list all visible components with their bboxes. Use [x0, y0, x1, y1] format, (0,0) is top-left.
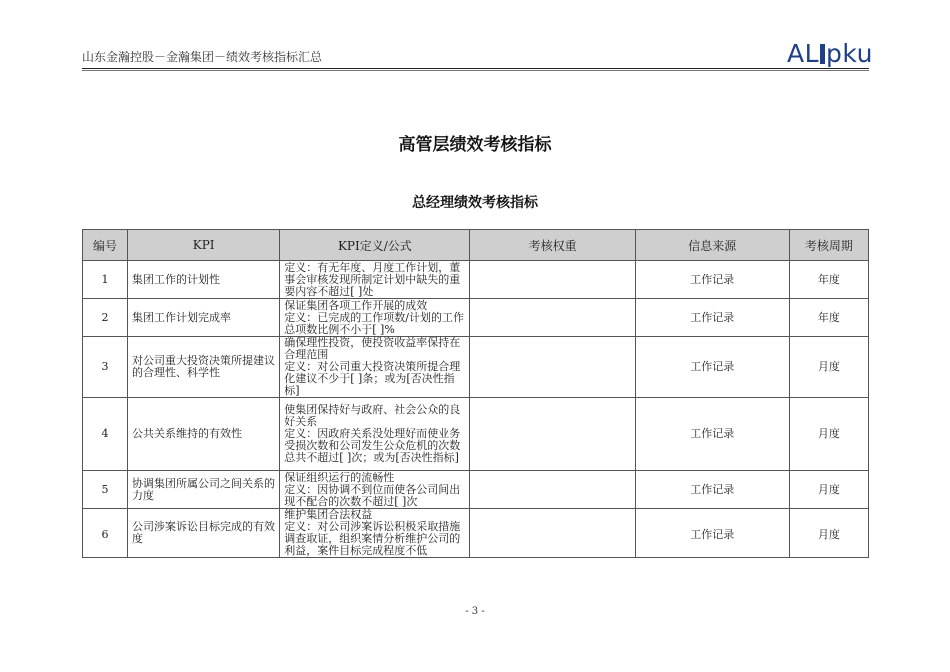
header-company-title: 山东金瀚控股－金瀚集团－绩效考核指标汇总: [82, 50, 323, 64]
row-definition: 确保理性投资，使投资收益率保持在合理范围 定义：对公司重大投资决策所提合理化建议不少于[ ]条；或为[否决性指标]: [280, 337, 470, 398]
row-kpi: 公司涉案诉讼目标完成的有效度: [128, 509, 280, 558]
row-weight: [470, 337, 635, 398]
page-number: - 3 -: [465, 606, 485, 617]
row-source: 工作记录: [635, 471, 789, 509]
row-weight: [470, 509, 635, 558]
row-weight: [470, 471, 635, 509]
table-row: [83, 398, 869, 471]
row-period: 月度: [789, 471, 868, 509]
page-title: 高管层绩效考核指标: [398, 135, 552, 155]
row-kpi: 集团工作计划完成率: [128, 299, 280, 337]
row-number: 1: [83, 261, 128, 299]
header-divider: [82, 68, 869, 69]
row-period: [789, 509, 868, 558]
col-header-kpi: KPI: [128, 230, 280, 261]
row-number: 5: [83, 471, 128, 509]
table-row: [83, 299, 869, 337]
row-weight: [470, 398, 635, 471]
row-source: 工作记录: [635, 337, 789, 398]
row-weight: [470, 299, 635, 337]
table-row: [83, 261, 869, 299]
table-row: [83, 337, 869, 398]
row-period-text: 月度: [817, 528, 840, 541]
row-definition: 保证集团各项工作开展的成效 定义：已完成的工作项数/计划的工作总项数比例不小于[ ]%: [280, 299, 470, 337]
kpi-table: [82, 229, 869, 558]
row-definition: 定义：有无年度、月度工作计划，董事会审核发现所制定计划中缺失的重要内容不超过[ ]处: [280, 261, 470, 299]
row-period: 月度: [789, 337, 868, 398]
header-divider-secondary: [82, 70, 869, 71]
table-row: [83, 471, 869, 509]
row-period: 年度: [789, 299, 868, 337]
row-period: 年度: [789, 261, 868, 299]
row-number: 3: [83, 337, 128, 398]
col-header-definition: KPI定义/公式: [280, 230, 470, 261]
row-kpi: 集团工作的计划性: [128, 261, 280, 299]
row-source-text: 工作记录: [690, 528, 735, 541]
company-logo: AL pku: [787, 39, 873, 68]
row-number-text: 6: [101, 528, 109, 541]
col-header-no: 编号: [83, 230, 128, 261]
col-header-weight: 考核权重: [470, 230, 635, 261]
col-header-source: 信息来源: [635, 230, 789, 261]
table-header-row: [83, 230, 869, 261]
row-weight: [470, 261, 635, 299]
row-kpi: 对公司重大投资决策所提建议的合理性、科学性: [128, 337, 280, 398]
row-definition: 保证组织运行的流畅性 定义：因协调不到位而使各公司间出现不配合的次数不超过[ ]次: [280, 471, 470, 509]
row-number: 2: [83, 299, 128, 337]
section-subtitle: 总经理绩效考核指标: [412, 195, 538, 211]
row-period: 月度: [789, 398, 868, 471]
row-number: [83, 509, 128, 558]
row-kpi: 公共关系维持的有效性: [128, 398, 280, 471]
row-kpi: 协调集团所属公司之间关系的力度: [128, 471, 280, 509]
row-number: 4: [83, 398, 128, 471]
row-source: 工作记录: [635, 299, 789, 337]
row-definition: 使集团保持好与政府、社会公众的良好关系 定义：因政府关系没处理好而使业务受损次数和公司发生公众危机的次数总共不超过[ ]次；或为[否决性指标]: [280, 398, 470, 471]
table-row: [83, 509, 869, 558]
col-header-period: 考核周期: [789, 230, 868, 261]
row-source: 工作记录: [635, 398, 789, 471]
row-source: 工作记录: [635, 261, 789, 299]
row-definition: 维护集团合法权益 定义：对公司涉案诉讼积极采取措施调查取证，组织案情分析维护公司的利益，案件目标完成程度不低: [280, 509, 470, 558]
row-source: [635, 509, 789, 558]
